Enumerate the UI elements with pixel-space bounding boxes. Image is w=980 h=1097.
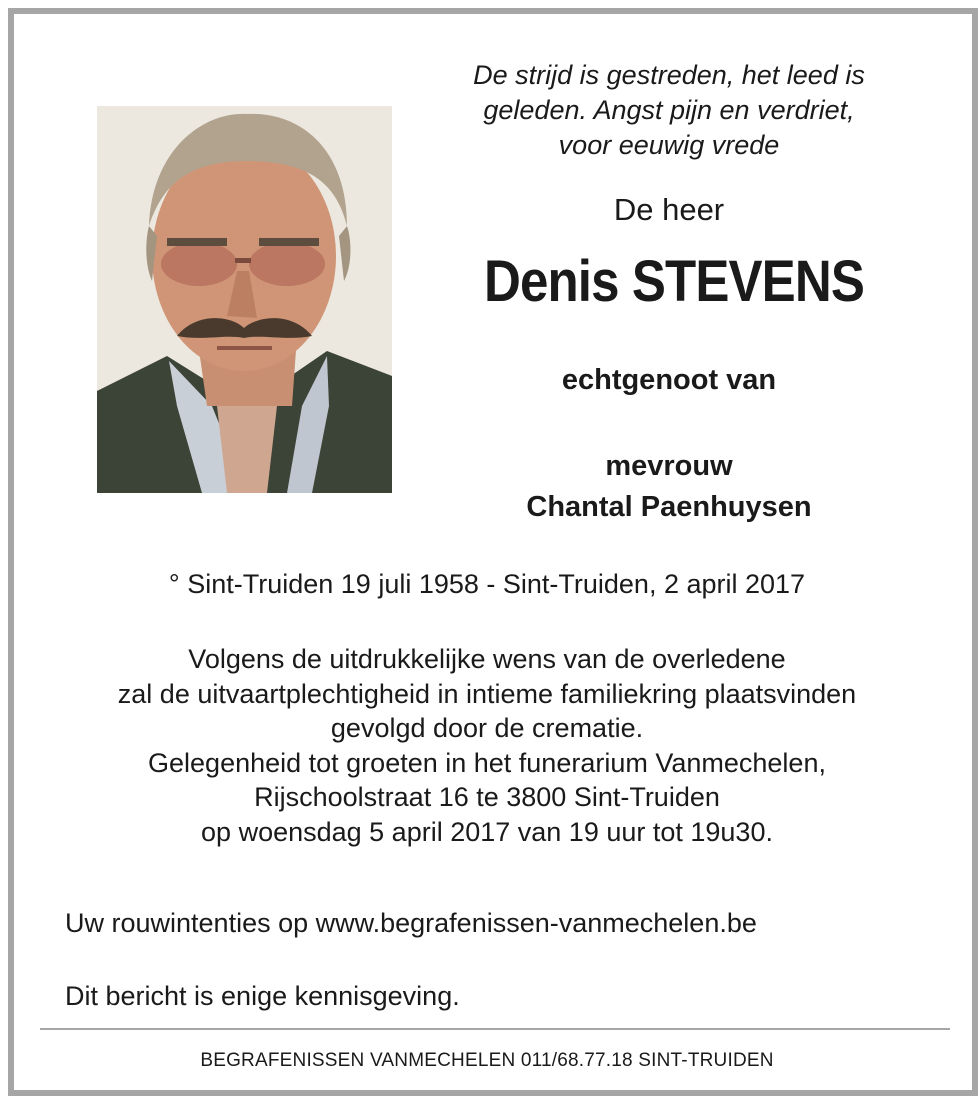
quote-line: De strijd is gestreden, het leed is [473, 60, 865, 90]
condolences-link-text: Uw rouwintenties op www.begrafenissen-vanmechelen.be [65, 908, 757, 938]
spouse-title: mevrouw [605, 450, 733, 482]
spouse-block [434, 446, 904, 528]
divider [40, 1028, 950, 1030]
funeral-details [14, 642, 960, 849]
details-line: zal de uitvaartplechtigheid in intieme familiekring plaatsvinden [117, 678, 857, 709]
quote-line: voor eeuwig vrede [558, 130, 780, 160]
relation-label: echtgenoot van [561, 364, 777, 396]
honorific: De heer [613, 192, 725, 227]
quote-line: geleden. Angst pijn en verdriet, [483, 95, 855, 125]
details-line: Gelegenheid tot groeten in het funerarium Vanmechelen, [148, 747, 826, 778]
spouse-name: Chantal Paenhuysen [526, 491, 812, 523]
deceased-name: Denis STEVENS [484, 249, 864, 314]
details-line: Rijschoolstraat 16 te 3800 Sint-Truiden [254, 782, 720, 812]
funeral-home-footer: BEGRAFENISSEN VANMECHELEN 011/68.77.18 SINT-TRUIDEN [200, 1050, 774, 1071]
notice-text: Dit bericht is enige kennisgeving. [65, 981, 460, 1011]
life-dates: ° Sint-Truiden 19 juli 1958 - Sint-Truiden, 2 april 2017 [168, 569, 806, 599]
portrait-photo [97, 106, 392, 493]
details-line: gevolgd door de crematie. [330, 713, 644, 743]
memorial-quote [434, 58, 904, 163]
details-line: Volgens de uitdrukkelijke wens van de overledene [188, 644, 786, 674]
details-line: op woensdag 5 april 2017 van 19 uur tot 19u30. [201, 816, 773, 847]
obituary-frame [8, 8, 978, 1096]
